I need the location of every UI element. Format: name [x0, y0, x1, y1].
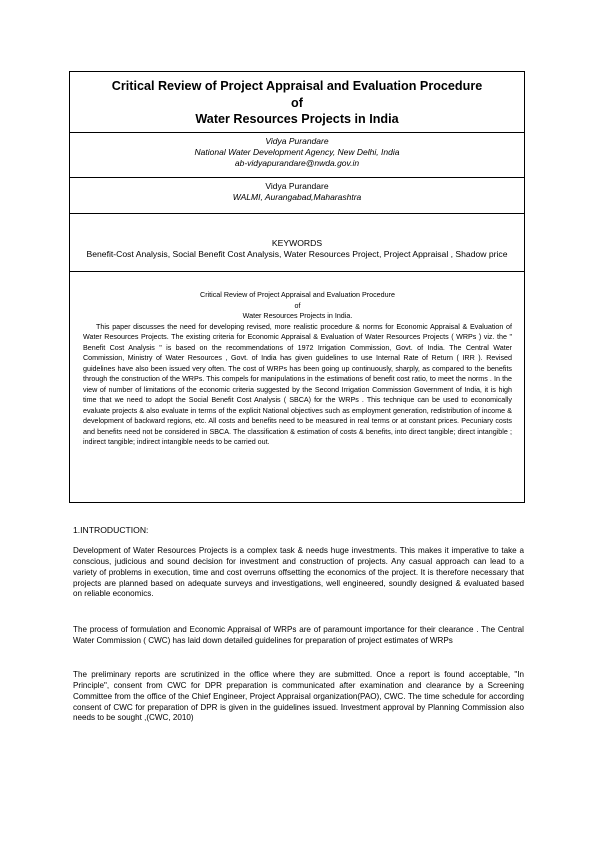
author2-affiliation: WALMI, Aurangabad,Maharashtra: [232, 192, 362, 202]
intro-p3-text: The preliminary reports are scrutinized in the office where they are submitted. Once a report is found acceptable, "In Principle", consent from CWC for DPR preparation is communicated after examination and clearance by a Screening Committee from the office of the Chief Engineer, Project Appraisal organization(PAO), CWC. The time schedule for according consent of CWC for preparation of DPR is given in the guidelines issued. Investment approval by Planning Commission also needs to be sought ,(CWC, 2010): [73, 670, 524, 723]
abstract-title-line2: of: [294, 301, 301, 310]
keywords-heading: KEYWORDS: [271, 238, 323, 248]
author1-name: Vidya Purandare: [265, 136, 329, 146]
section-heading: 1.INTRODUCTION:: [73, 525, 149, 535]
author2-cell: [70, 178, 524, 214]
intro-paragraph-2: [73, 625, 524, 647]
front-matter-table: [69, 71, 525, 503]
keywords-cell: [70, 214, 524, 272]
paper-title-line2: of: [291, 95, 303, 110]
title-cell: [70, 72, 524, 133]
paper-title-line3: Water Resources Projects in India: [195, 112, 399, 126]
intro-paragraph-1: [73, 546, 524, 600]
abstract-text: This paper discusses the need for developing revised, more realistic procedure & norms for Economic Appraisal & Evaluation of Water Resources Projects. The existing criteria for Economic Appraisal & Evaluation of Water Resources Projects ( WRPs ) viz. the " Benefit Cost Analysis " is based on the recommendations of 1972 Irrigation Commission, Govt. of India. The Central Water Commission, Ministry of Water Resources , Govt. of India has given guidelines to use Internal Rate of Return ( IRR ). Revised guidelines have also been issued very often. The cost of WRPs has been going up continuously, sharply, as compared to the benefits through the construction of the WRPs. This compels for manipulations in the estimations of benefit cost ratio, to meet the norms . In the view of number of limitations of the economic criteria suggested by the Second Irrigation Commission Government of India, it is high time that we need to adopt the Social Benefit Cost Analysis ( SBCA) for the WRPs . This technique can be used to economically evaluate projects & also evaluate in terms of the explicit National objectives such as employment generation, redistribution of income & development of backward regions, etc. All costs and benefits need to be measured in real terms or at constant prices. Pecuniary costs and benefits need not be considered in SBCA. The classification & estimation of costs & benefits, into direct tangible; direct intangible ; indirect tangible; indirect intangible needs to be carried out.: [83, 322, 512, 446]
author1-affiliation: National Water Development Agency, New Delhi, India: [194, 146, 400, 157]
abstract-cell: [70, 272, 524, 502]
author1-email: ab-vidyapurandare@nwda.gov.in: [234, 157, 360, 168]
author1-cell: [70, 133, 524, 178]
intro-p1-text: Development of Water Resources Projects is a complex task & needs huge investments. This makes it imperative to take a conscious, judicious and sound decision for investment and construction of projects. Any casual approach can lead to a variety of problems in execution, time and cost overruns offsetting the economics of the project. It is therefore necessary that projects are planned based on adequate surveys and investigations, well engineered, soundly designed & evaluated based on reliable economics.: [73, 546, 524, 599]
author2-name: Vidya Purandare: [265, 181, 329, 191]
keywords-text: Benefit-Cost Analysis, Social Benefit Cost Analysis, Water Resources Project, Project Appraisal , Shadow price: [86, 249, 508, 259]
paper-title-line1: Critical Review of Project Appraisal and Evaluation Procedure: [111, 79, 483, 93]
intro-p2-text: The process of formulation and Economic Appraisal of WRPs are of paramount importance for their clearance . The Central Water Commission ( CWC) has laid down detailed guidelines for preparation of project estimates of WRPs: [73, 625, 524, 645]
abstract-title-line1: Critical Review of Project Appraisal and Evaluation Procedure: [200, 291, 395, 299]
abstract-title-line3: Water Resources Projects in India.: [242, 312, 353, 320]
intro-paragraph-3: [73, 670, 524, 724]
